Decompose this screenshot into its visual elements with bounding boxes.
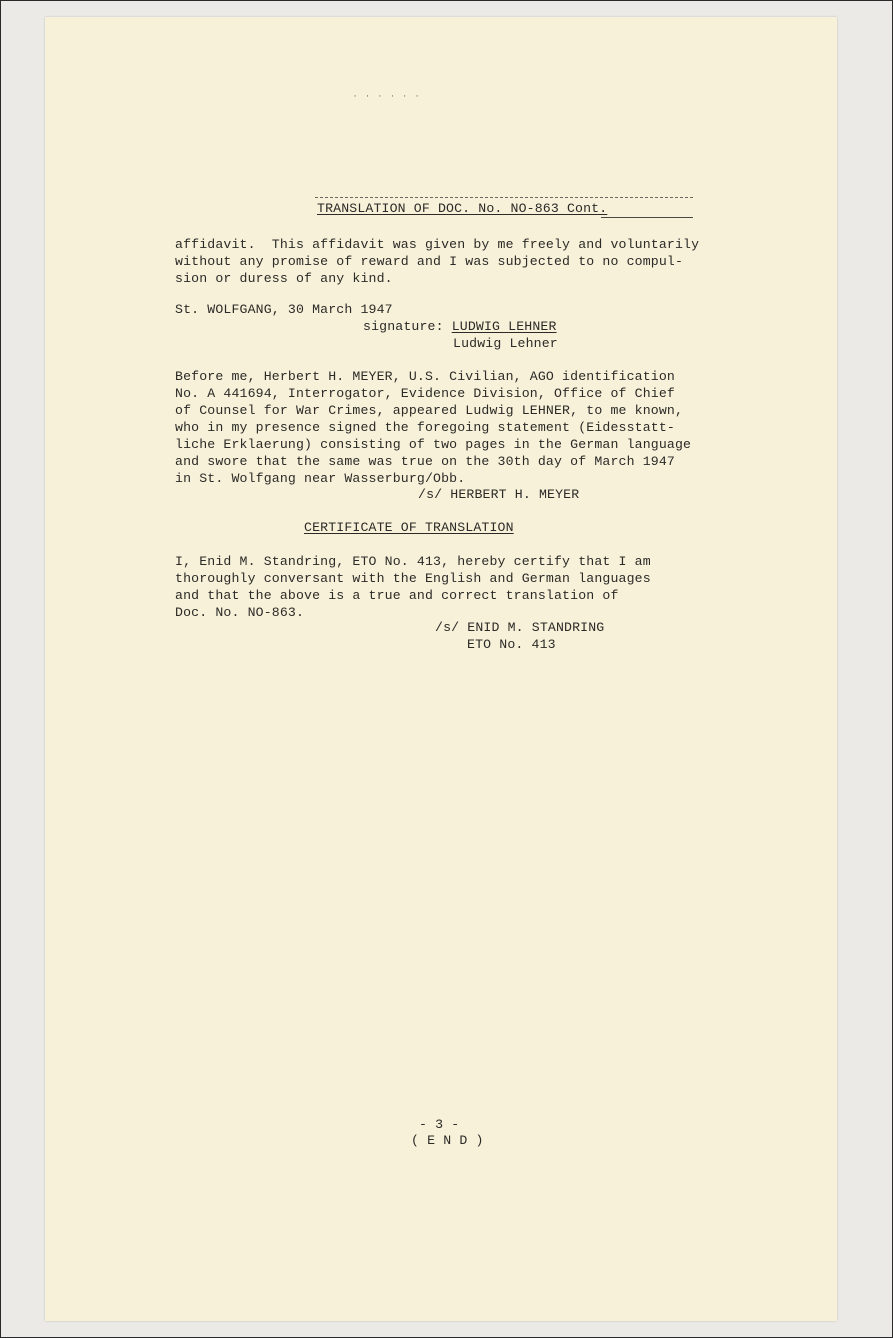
paragraph-3-line-4: Doc. No. NO-863. (175, 605, 305, 620)
document-heading: TRANSLATION OF DOC. No. NO-863 Cont. (317, 201, 608, 216)
paragraph-2-line-3: of Counsel for War Crimes, appeared Ludwig LEHNER, to me known, (175, 403, 684, 418)
signature-label: signature: (363, 319, 452, 334)
certificate-heading: CERTIFICATE OF TRANSLATION (304, 520, 514, 535)
eto-number: ETO No. 413 (467, 637, 556, 652)
signature-line (363, 319, 557, 336)
standring-signature: /s/ ENID M. STANDRING (435, 620, 605, 635)
paragraph-3-line-2: thoroughly conversant with the English and German languages (175, 571, 651, 586)
paragraph-2-line-4: who in my presence signed the foregoing statement (Eidesstatt- (175, 420, 675, 435)
paragraph-2-line-1: Before me, Herbert H. MEYER, U.S. Civilian, AGO identification (175, 369, 675, 384)
paragraph-2-line-5: liche Erklaerung) consisting of two pages in the German language (175, 437, 692, 452)
paragraph-1-line-1: affidavit. This affidavit was given by me freely and voluntarily (175, 237, 700, 252)
signature-typed-name: Ludwig Lehner (453, 336, 558, 351)
paragraph-3-line-1: I, Enid M. Standring, ETO No. 413, hereby certify that I am (175, 554, 651, 569)
page-number: - 3 - (419, 1117, 460, 1132)
place-date: St. WOLFGANG, 30 March 1947 (175, 302, 393, 317)
paragraph-2-line-2: No. A 441694, Interrogator, Evidence Division, Office of Chief (175, 386, 675, 401)
paragraph-2-line-6: and swore that the same was true on the 30th day of March 1947 (175, 454, 675, 469)
meyer-signature: /s/ HERBERT H. MEYER (418, 487, 580, 502)
end-marker: ( E N D ) (411, 1133, 484, 1148)
document-page (45, 17, 837, 1321)
paragraph-3-line-3: and that the above is a true and correct translation of (175, 588, 619, 603)
ink-specks: · · · · · · (353, 93, 422, 101)
paragraph-1-line-3: sion or duress of any kind. (175, 271, 393, 286)
signature-name: LUDWIG LEHNER (451, 319, 557, 334)
top-rule (315, 197, 693, 198)
heading-rule-extension (601, 217, 693, 218)
paragraph-1-line-2: without any promise of reward and I was subjected to no compul- (175, 254, 684, 269)
paragraph-2-line-7: in St. Wolfgang near Wasserburg/Obb. (175, 471, 466, 486)
